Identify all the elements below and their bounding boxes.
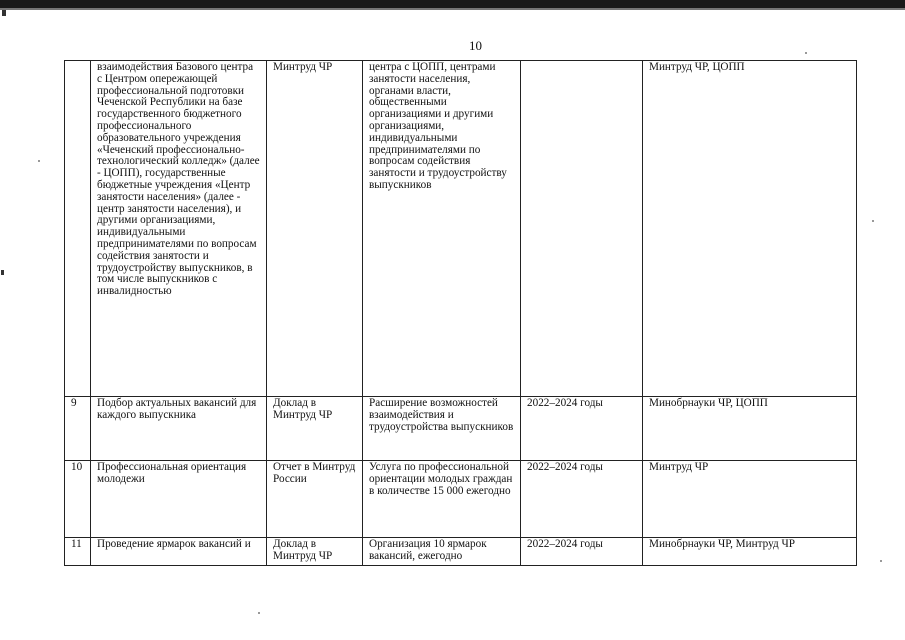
result-cell: Расширение возможностей взаимодействия и трудоустройства выпускников [363,397,521,461]
report-cell: Доклад в Минтруд ЧР [267,538,363,566]
period-cell: 2022–2024 годы [521,461,643,538]
row-number: 11 [65,538,91,566]
scan-speck [805,52,807,54]
table-row [65,61,857,397]
scan-top-band [0,0,905,8]
responsible-cell: Минобрнауки ЧР, Минтруд ЧР [643,538,857,566]
scan-speck [38,160,40,162]
report-cell: Отчет в Минтруд России [267,461,363,538]
scan-speck [258,612,260,614]
row-number [65,61,91,397]
scan-corner-mark [2,10,6,16]
action-cell: Профессиональная ориентация молодежи [91,461,267,538]
scan-speck [880,560,882,562]
page-number: 10 [469,38,482,53]
period-cell: 2022–2024 годы [521,397,643,461]
table-row [65,397,857,461]
period-cell: 2022–2024 годы [521,538,643,566]
action-plan-table [64,60,857,566]
row-number: 9 [65,397,91,461]
responsible-cell: Минтруд ЧР, ЦОПП [643,61,857,397]
result-cell: Услуга по профессиональной ориентации молодых граждан в количестве 15 000 ежегодно [363,461,521,538]
responsible-cell: Минобрнауки ЧР, ЦОПП [643,397,857,461]
responsible-cell: Минтруд ЧР [643,461,857,538]
report-cell: Доклад в Минтруд ЧР [267,397,363,461]
scan-top-band-edge [0,8,905,10]
table-row [65,538,857,566]
result-cell: Организация 10 ярмарок вакансий, ежегодно [363,538,521,566]
row-number: 10 [65,461,91,538]
scan-side-mark [1,270,4,275]
result-cell: центра с ЦОПП, центрами занятости населения, органами власти, общественными организациями и другими организациями, индивидуальными предпринимателями по вопросам содействия занятости и трудоустройству выпускников [363,61,521,397]
report-cell: Минтруд ЧР [267,61,363,397]
table-row [65,461,857,538]
scan-speck [872,220,874,222]
action-cell: Проведение ярмарок вакансий и [91,538,267,566]
action-cell: Подбор актуальных вакансий для каждого выпускника [91,397,267,461]
action-cell: взаимодействия Базового центра с Центром опережающей профессиональной подготовки Чеченской Республики на базе государственного бюджетного профессионального образовательного учреждения «Чеченский профессионально-технологический колледж» (далее - ЦОПП), государственные бюджетные учреждения «Центр занятости населения» (далее - центр занятости населения), и другими организациями, индивидуальными предпринимателями по вопросам содействия занятости и трудоустройству выпускников, в том числе выпускников с инвалидностью [91,61,267,397]
period-cell [521,61,643,397]
